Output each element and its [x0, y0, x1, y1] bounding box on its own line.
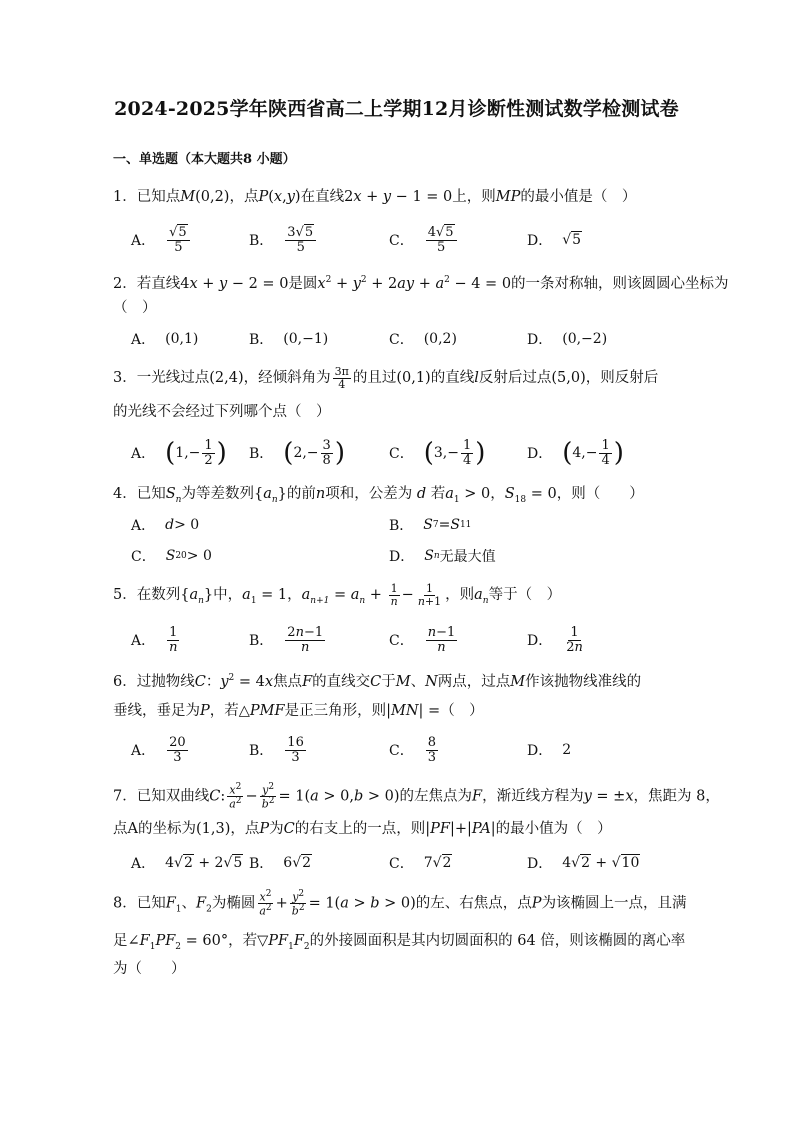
- option-d[interactable]: D． ( 4,− $\frac{1}{4}$ ): [527, 437, 624, 468]
- option-c[interactable]: C． (0,2): [389, 331, 457, 348]
- question-8: 8．已知$F_1$、$F_2$为椭圆 $\frac{x^2}{a^2}$ + $\frac{y^2}{b^2}$ = 1(a > b > 0)的左、右焦点，点P为该椭圆上一点，且满: [113, 889, 687, 918]
- option-c[interactable]: C． $\frac{n-1}{n}$: [389, 624, 456, 655]
- question-2-options: [131, 322, 691, 356]
- question-1-options: [131, 223, 691, 257]
- option-c[interactable]: C． 7√2: [389, 855, 452, 872]
- option-b[interactable]: B． 6√2: [249, 855, 312, 872]
- question-6-options: [131, 733, 691, 767]
- option-b[interactable]: B． ( 2,− $\frac{3}{8}$ ): [249, 437, 345, 468]
- option-a[interactable]: A． $\frac{1}{n}$: [131, 624, 178, 655]
- question-6-line2: 垂线，垂足为P，若△PMF是正三角形，则|MN| =（ ）: [113, 703, 484, 719]
- option-b[interactable]: B． $\frac{2n-1}{n}$: [249, 624, 324, 655]
- question-8-line3: 为（ ）: [113, 961, 186, 977]
- question-7-options: [131, 846, 691, 880]
- option-b[interactable]: B． $\frac{16}{3}$: [249, 734, 304, 765]
- option-d[interactable]: D． (0,−2): [527, 331, 608, 348]
- option-c[interactable]: C． S 20 > 0: [131, 548, 212, 565]
- question-7: 7．已知双曲线C: $\frac{x^2}{a^2}$ − $\frac{y^2}{b^2}$ = 1(a > 0,b > 0)的左焦点为F，渐近线方程为y = ±x，焦距为 8，: [113, 782, 720, 811]
- question-1: 1．已知点M(0,2)，点P(x,y)在直线2x + y − 1 = 0上，则MP的最小值是（ ）: [113, 189, 637, 205]
- option-d[interactable]: D． $\frac{1}{2n}$: [527, 624, 583, 655]
- question-3-options: [131, 436, 691, 470]
- option-d[interactable]: D． 4√2 + √10: [527, 855, 640, 872]
- option-a[interactable]: A． ( 1,− $\frac{1}{2}$ ): [131, 437, 227, 468]
- question-5: 5．在数列$\{a_n\}$中，$a_1 = 1$，$a_{n+1} = a_n$ + $\frac{1}{n}$ − $\frac{1}{n+1}$ ，则$a_n$等于（ ）: [113, 582, 562, 608]
- option-b[interactable]: B． $\frac{3√5}{5}$: [249, 223, 318, 257]
- option-a[interactable]: A． d > 0: [131, 517, 200, 534]
- question-2: 2．若直线4x + y − 2 = 0是圆$x^2 + y^2 + 2ay + a^2 - 4 = 0$的一条对称轴，则该圆圆心坐标为: [113, 275, 729, 292]
- option-b[interactable]: B． (0,−1): [249, 331, 329, 348]
- question-4-options-row2: [131, 539, 691, 573]
- section-heading: 一、单选题（本大题共8 小题）: [113, 152, 296, 167]
- question-5-options: [131, 623, 691, 657]
- option-d[interactable]: D． 2: [527, 742, 572, 759]
- question-2-paren: （ ）: [113, 300, 157, 316]
- option-a[interactable]: A． 4√2 + 2√5: [131, 855, 243, 872]
- question-6: 6．过抛物线C：$y^2 = 4x$焦点F的直线交C于M、N两点，过点M作该抛物线准线的: [113, 673, 642, 690]
- option-a[interactable]: A． (0,1): [131, 331, 199, 348]
- option-c[interactable]: C． $\frac{4√5}{5}$: [389, 223, 459, 257]
- option-d[interactable]: D． S n 无最大值: [389, 548, 496, 565]
- page-title: 2024-2025学年陕西省高二上学期12月诊断性测试数学检测试卷: [114, 98, 679, 120]
- option-a[interactable]: A． $\frac{√5}{5}$: [131, 223, 192, 257]
- question-4-options-row1: [131, 508, 691, 542]
- question-4: 4．已知$S_n$为等差数列$\{a_n\}$的前n项和，公差为 d 若$a_1 > 0$，$S_{18} = 0$，则（ ）: [113, 486, 644, 505]
- question-7-line2: 点A的坐标为(1,3)，点P为C的右支上的一点，则|PF|+|PA|的最小值为（ ）: [113, 821, 612, 837]
- question-3-line2: 的光线不会经过下列哪个点（ ）: [113, 404, 331, 420]
- option-a[interactable]: A． $\frac{20}{3}$: [131, 734, 186, 765]
- option-c[interactable]: C． $\frac{8}{3}$: [389, 734, 436, 765]
- question-8-line2: 足$\angle F_1PF_2 = 60^\circ$，若$▽PF_1F_2$的外接圆面积是其内切圆面积的 64 倍，则该椭圆的离心率: [113, 933, 686, 952]
- option-b[interactable]: B． S 7 = S 11: [389, 517, 472, 534]
- option-d[interactable]: D． √5: [527, 232, 582, 249]
- question-3: 3．一光线过点(2,4)，经倾斜角为 $\frac{3\pi}{4}$ 的且过(0,1)的直线l反射后过点(5,0)，则反射后: [113, 365, 659, 391]
- option-c[interactable]: C． ( 3,− $\frac{1}{4}$ ): [389, 437, 486, 468]
